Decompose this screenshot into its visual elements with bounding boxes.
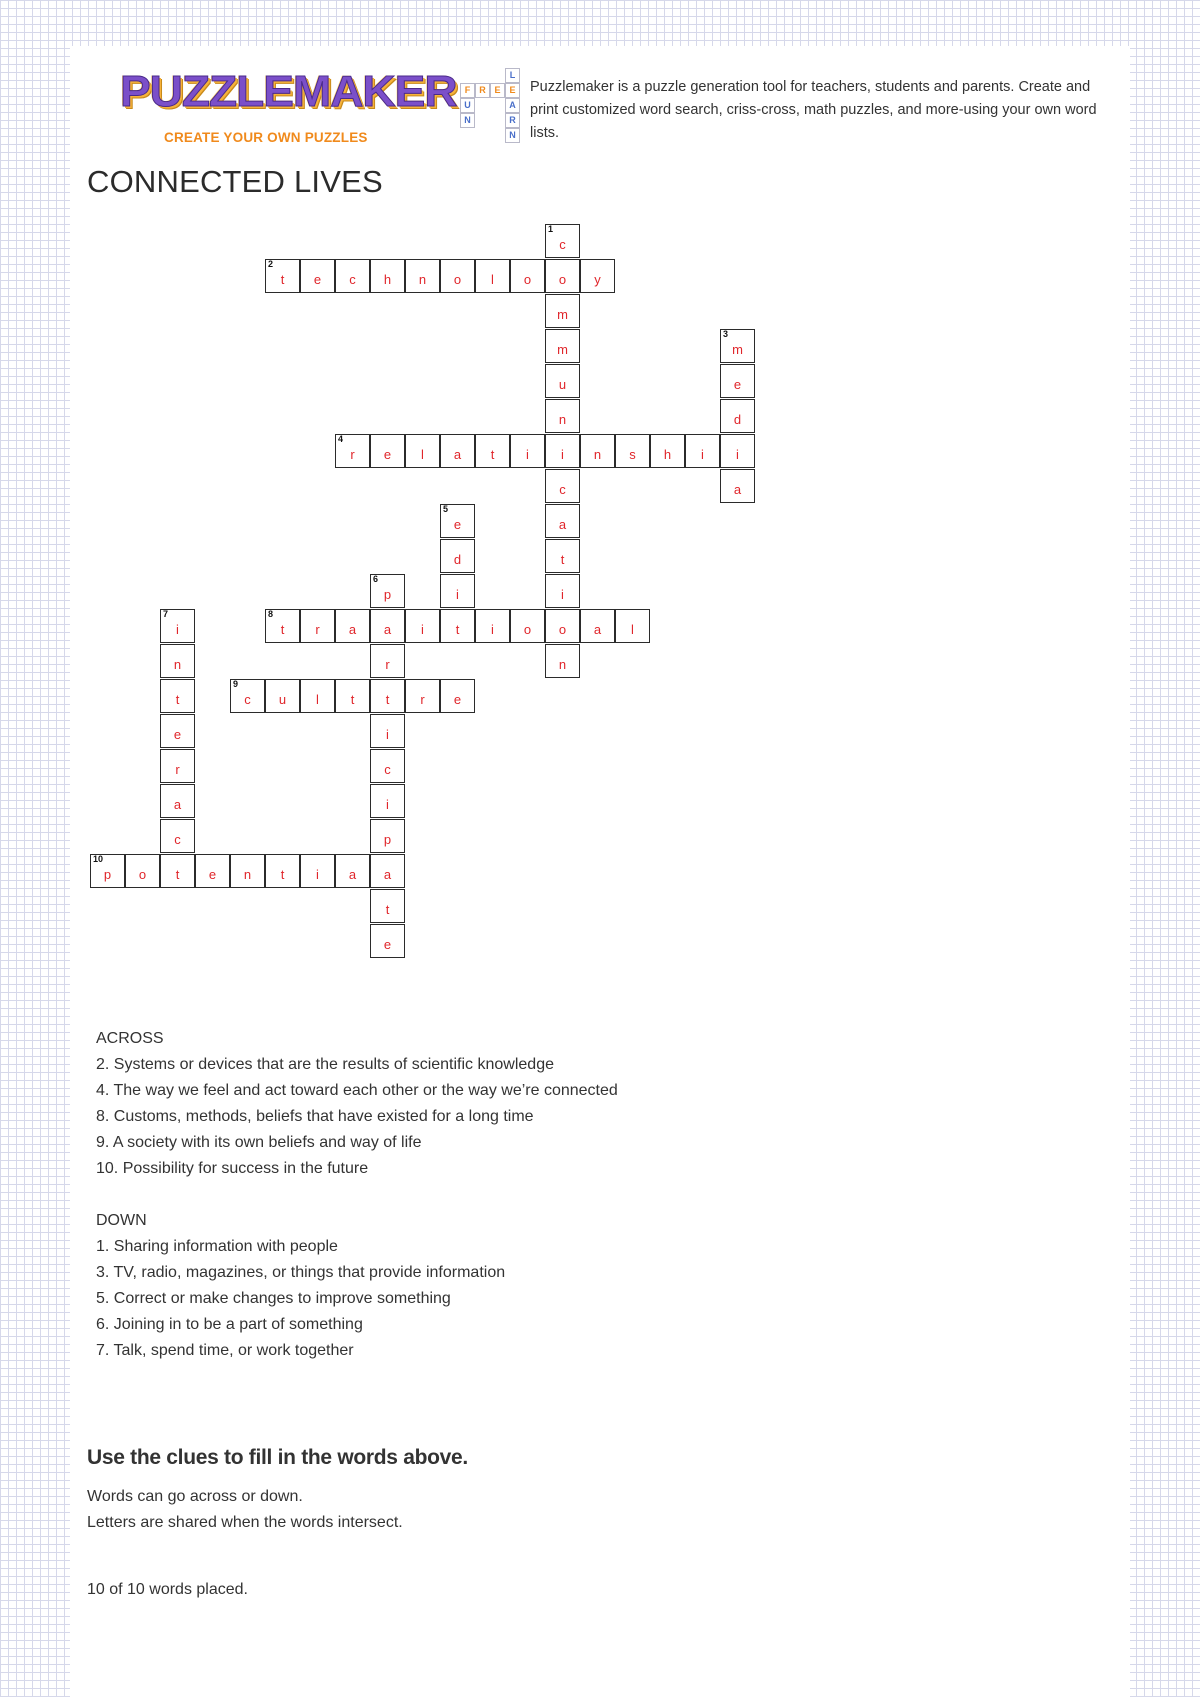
mini-grid-letter: E bbox=[505, 83, 520, 98]
cell-letter: m bbox=[557, 342, 568, 357]
cell-letter: o bbox=[523, 272, 532, 287]
crossword-cell[interactable] bbox=[545, 609, 580, 643]
crossword-cell[interactable] bbox=[615, 609, 650, 643]
mini-grid-letter: A bbox=[505, 98, 520, 113]
crossword-cell[interactable] bbox=[545, 434, 580, 468]
instructions-title: Use the clues to fill in the words above. bbox=[87, 1446, 468, 1469]
cell-letter: t bbox=[280, 622, 285, 637]
crossword-cell[interactable] bbox=[545, 329, 580, 363]
cell-letter: e bbox=[208, 867, 217, 882]
crossword-cell[interactable] bbox=[370, 854, 405, 888]
cell-letter: c bbox=[244, 692, 251, 707]
crossword-cell[interactable] bbox=[720, 399, 755, 433]
crossword-cell[interactable] bbox=[160, 784, 195, 818]
clue-number: 6 bbox=[373, 574, 379, 584]
crossword-cell[interactable] bbox=[90, 854, 125, 888]
crossword-cell[interactable] bbox=[475, 434, 510, 468]
cell-letter: p bbox=[383, 832, 392, 847]
crossword-cell[interactable] bbox=[265, 609, 300, 643]
cell-letter: l bbox=[491, 272, 494, 287]
down-clue: 1. Sharing information with people bbox=[96, 1238, 338, 1255]
crossword-cell[interactable] bbox=[335, 679, 370, 713]
crossword-cell[interactable] bbox=[160, 679, 195, 713]
crossword-cell[interactable] bbox=[685, 434, 720, 468]
mini-grid-letter: E bbox=[490, 83, 505, 98]
logo-wordmark: PUZZLEMAKER bbox=[120, 66, 457, 116]
cell-letter: i bbox=[386, 797, 389, 812]
cell-letter: i bbox=[491, 622, 494, 637]
crossword-cell[interactable] bbox=[545, 469, 580, 503]
crossword-cell[interactable] bbox=[580, 609, 615, 643]
cell-letter: n bbox=[558, 657, 567, 672]
cell-letter: m bbox=[557, 307, 568, 322]
mini-grid-letter: F bbox=[460, 83, 475, 98]
cell-letter: l bbox=[421, 447, 424, 462]
crossword-cell[interactable] bbox=[510, 609, 545, 643]
cell-letter: a bbox=[733, 482, 742, 497]
cell-letter: t bbox=[490, 447, 495, 462]
crossword-cell[interactable] bbox=[370, 574, 405, 608]
cell-letter: e bbox=[173, 727, 182, 742]
cell-letter: p bbox=[383, 587, 392, 602]
puzzle-sheet bbox=[70, 46, 1130, 1697]
cell-letter: o bbox=[558, 272, 567, 287]
crossword-cell[interactable] bbox=[510, 434, 545, 468]
cell-letter: u bbox=[278, 692, 287, 707]
cell-letter: r bbox=[420, 692, 425, 707]
cell-letter: e bbox=[453, 517, 462, 532]
crossword-cell[interactable] bbox=[650, 434, 685, 468]
crossword-cell[interactable] bbox=[370, 714, 405, 748]
cell-letter: l bbox=[316, 692, 319, 707]
crossword-cell[interactable] bbox=[195, 854, 230, 888]
crossword-cell[interactable] bbox=[545, 259, 580, 293]
mini-grid-letter: R bbox=[505, 113, 520, 128]
across-clue: 4. The way we feel and act toward each other or the way we’re connected bbox=[96, 1082, 618, 1099]
crossword-cell[interactable] bbox=[545, 644, 580, 678]
clue-number: 9 bbox=[233, 679, 239, 689]
crossword-cell[interactable] bbox=[370, 749, 405, 783]
instruction-line: Letters are shared when the words intersect. bbox=[87, 1514, 403, 1531]
crossword-cell[interactable] bbox=[545, 574, 580, 608]
crossword-cell[interactable] bbox=[545, 294, 580, 328]
crossword-cell[interactable] bbox=[510, 259, 545, 293]
crossword-cell[interactable] bbox=[300, 679, 335, 713]
crossword-cell[interactable] bbox=[580, 259, 615, 293]
crossword-cell[interactable] bbox=[370, 259, 405, 293]
clue-number: 10 bbox=[93, 854, 104, 864]
cell-letter: i bbox=[386, 727, 389, 742]
cell-letter: i bbox=[176, 622, 179, 637]
crossword-cell[interactable] bbox=[160, 819, 195, 853]
clue-number: 2 bbox=[268, 259, 274, 269]
crossword-cell[interactable] bbox=[335, 434, 370, 468]
cell-letter: l bbox=[631, 622, 634, 637]
crossword-cell[interactable] bbox=[405, 259, 440, 293]
mini-grid-letter: R bbox=[475, 83, 490, 98]
cell-letter: e bbox=[733, 377, 742, 392]
cell-letter: a bbox=[383, 867, 392, 882]
across-clue: 10. Possibility for success in the future bbox=[96, 1160, 369, 1177]
puzzlemaker-logo bbox=[120, 64, 540, 174]
cell-letter: c bbox=[349, 272, 356, 287]
down-clue-list bbox=[96, 1234, 618, 1364]
cell-letter: e bbox=[383, 447, 392, 462]
cell-letter: i bbox=[316, 867, 319, 882]
crossword-cell[interactable] bbox=[545, 364, 580, 398]
cell-letter: a bbox=[348, 867, 357, 882]
crossword-cell[interactable] bbox=[440, 679, 475, 713]
crossword-cell[interactable] bbox=[370, 434, 405, 468]
cell-letter: a bbox=[173, 797, 182, 812]
cell-letter: t bbox=[280, 867, 285, 882]
cell-letter: t bbox=[560, 552, 565, 567]
cell-letter: i bbox=[701, 447, 704, 462]
down-clue: 6. Joining in to be a part of something bbox=[96, 1316, 363, 1333]
crossword-cell[interactable] bbox=[300, 854, 335, 888]
instructions-text bbox=[87, 1484, 403, 1536]
clue-number: 3 bbox=[723, 329, 729, 339]
mini-grid-letter: U bbox=[460, 98, 475, 113]
clue-number: 8 bbox=[268, 609, 274, 619]
crossword-cell[interactable] bbox=[440, 434, 475, 468]
crossword-cell[interactable] bbox=[300, 259, 335, 293]
clue-number: 5 bbox=[443, 504, 449, 514]
cell-letter: u bbox=[558, 377, 567, 392]
clue-section bbox=[96, 1026, 618, 1364]
down-clue: 5. Correct or make changes to improve something bbox=[96, 1290, 451, 1307]
cell-letter: t bbox=[385, 902, 390, 917]
cell-letter: o bbox=[453, 272, 462, 287]
crossword-cell[interactable] bbox=[475, 609, 510, 643]
cell-letter: r bbox=[350, 447, 355, 462]
crossword-cell[interactable] bbox=[615, 434, 650, 468]
cell-letter: n bbox=[558, 412, 567, 427]
crossword-cell[interactable] bbox=[125, 854, 160, 888]
clue-number: 4 bbox=[338, 434, 344, 444]
cell-letter: n bbox=[173, 657, 182, 672]
mini-grid-letter: L bbox=[505, 68, 520, 83]
cell-letter: n bbox=[418, 272, 427, 287]
crossword-cell[interactable] bbox=[370, 609, 405, 643]
crossword-cell[interactable] bbox=[335, 259, 370, 293]
cell-letter: e bbox=[313, 272, 322, 287]
crossword-cell[interactable] bbox=[160, 854, 195, 888]
across-clue: 8. Customs, methods, beliefs that have existed for a long time bbox=[96, 1108, 534, 1125]
cell-letter: i bbox=[421, 622, 424, 637]
crossword-cell[interactable] bbox=[405, 434, 440, 468]
cell-letter: o bbox=[523, 622, 532, 637]
cell-letter: o bbox=[138, 867, 147, 882]
mini-grid-letter: N bbox=[505, 128, 520, 143]
crossword-cell[interactable] bbox=[160, 714, 195, 748]
cell-letter: a bbox=[453, 447, 462, 462]
crossword-cell[interactable] bbox=[160, 644, 195, 678]
crossword-cell[interactable] bbox=[265, 854, 300, 888]
crossword-cell[interactable] bbox=[405, 679, 440, 713]
cell-letter: n bbox=[593, 447, 602, 462]
cell-letter: e bbox=[383, 937, 392, 952]
cell-letter: h bbox=[383, 272, 392, 287]
cell-letter: h bbox=[663, 447, 672, 462]
crossword-cell[interactable] bbox=[370, 819, 405, 853]
cell-letter: d bbox=[453, 552, 462, 567]
crossword-cell[interactable] bbox=[160, 609, 195, 643]
cell-letter: a bbox=[558, 517, 567, 532]
cell-letter: r bbox=[315, 622, 320, 637]
across-clue: 2. Systems or devices that are the results of scientific knowledge bbox=[96, 1056, 554, 1073]
words-placed-count: 10 of 10 words placed. bbox=[87, 1581, 248, 1598]
cell-letter: p bbox=[103, 867, 112, 882]
cell-letter: i bbox=[526, 447, 529, 462]
cell-letter: t bbox=[350, 692, 355, 707]
crossword-cell[interactable] bbox=[545, 399, 580, 433]
crossword-cell[interactable] bbox=[335, 609, 370, 643]
crossword-cell[interactable] bbox=[265, 679, 300, 713]
cell-letter: d bbox=[733, 412, 742, 427]
crossword-cell[interactable] bbox=[440, 609, 475, 643]
crossword-cell[interactable] bbox=[230, 679, 265, 713]
crossword-cell[interactable] bbox=[370, 889, 405, 923]
cell-letter: t bbox=[385, 692, 390, 707]
cell-letter: t bbox=[280, 272, 285, 287]
across-clue-list bbox=[96, 1052, 618, 1182]
down-clue: 3. TV, radio, magazines, or things that provide information bbox=[96, 1264, 506, 1281]
crossword-cell[interactable] bbox=[720, 434, 755, 468]
cell-letter: o bbox=[558, 622, 567, 637]
puzzle-title: CONNECTED LIVES bbox=[87, 164, 383, 199]
crossword-cell[interactable] bbox=[720, 469, 755, 503]
crossword-cell[interactable] bbox=[370, 924, 405, 958]
down-clue: 7. Talk, spend time, or work together bbox=[96, 1342, 354, 1359]
cell-letter: n bbox=[243, 867, 252, 882]
mini-grid-letter: N bbox=[460, 113, 475, 128]
clue-number: 1 bbox=[548, 224, 554, 234]
cell-letter: c bbox=[559, 482, 566, 497]
crossword-cell[interactable] bbox=[440, 539, 475, 573]
cell-letter: t bbox=[175, 867, 180, 882]
cell-letter: m bbox=[732, 342, 743, 357]
crossword-cell[interactable] bbox=[370, 784, 405, 818]
cell-letter: t bbox=[455, 622, 460, 637]
crossword-cell[interactable] bbox=[370, 679, 405, 713]
crossword-cell[interactable] bbox=[300, 609, 335, 643]
down-heading: DOWN bbox=[96, 1212, 147, 1229]
crossword-cell[interactable] bbox=[440, 574, 475, 608]
cell-letter: c bbox=[174, 832, 181, 847]
across-heading: ACROSS bbox=[96, 1030, 164, 1047]
cell-letter: i bbox=[561, 447, 564, 462]
cell-letter: a bbox=[593, 622, 602, 637]
crossword-cell[interactable] bbox=[230, 854, 265, 888]
cell-letter: r bbox=[175, 762, 180, 777]
instruction-line: Words can go across or down. bbox=[87, 1488, 303, 1505]
crossword-cell[interactable] bbox=[440, 504, 475, 538]
cell-letter: a bbox=[383, 622, 392, 637]
crossword-cell[interactable] bbox=[720, 329, 755, 363]
cell-letter: i bbox=[736, 447, 739, 462]
cell-letter: c bbox=[384, 762, 391, 777]
clue-number: 7 bbox=[163, 609, 169, 619]
cell-letter: e bbox=[453, 692, 462, 707]
crossword-cell[interactable] bbox=[265, 259, 300, 293]
crossword-cell[interactable] bbox=[475, 259, 510, 293]
crossword-cell[interactable] bbox=[580, 434, 615, 468]
cell-letter: r bbox=[385, 657, 390, 672]
free-learn-grid-icon bbox=[460, 68, 524, 148]
cell-letter: s bbox=[629, 447, 636, 462]
across-clue: 9. A society with its own beliefs and way of life bbox=[96, 1134, 422, 1151]
logo-tagline: CREATE YOUR OWN PUZZLES bbox=[164, 130, 368, 145]
cell-letter: y bbox=[594, 272, 601, 287]
cell-letter: c bbox=[559, 237, 566, 252]
intro-text: Puzzlemaker is a puzzle generation tool for teachers, students and parents. Create and print customized word search, criss-cross, math puzzles, and more-using your own word lists. bbox=[530, 79, 1097, 141]
crossword-cell[interactable] bbox=[370, 644, 405, 678]
crossword-cell[interactable] bbox=[545, 224, 580, 258]
crossword-cell[interactable] bbox=[720, 364, 755, 398]
cell-letter: a bbox=[348, 622, 357, 637]
crossword-cell[interactable] bbox=[160, 749, 195, 783]
crossword-cell[interactable] bbox=[405, 609, 440, 643]
crossword-cell[interactable] bbox=[545, 539, 580, 573]
crossword-cell[interactable] bbox=[545, 504, 580, 538]
cell-letter: i bbox=[456, 587, 459, 602]
cell-letter: i bbox=[561, 587, 564, 602]
crossword-cell[interactable] bbox=[440, 259, 475, 293]
cell-letter: t bbox=[175, 692, 180, 707]
crossword-cell[interactable] bbox=[335, 854, 370, 888]
